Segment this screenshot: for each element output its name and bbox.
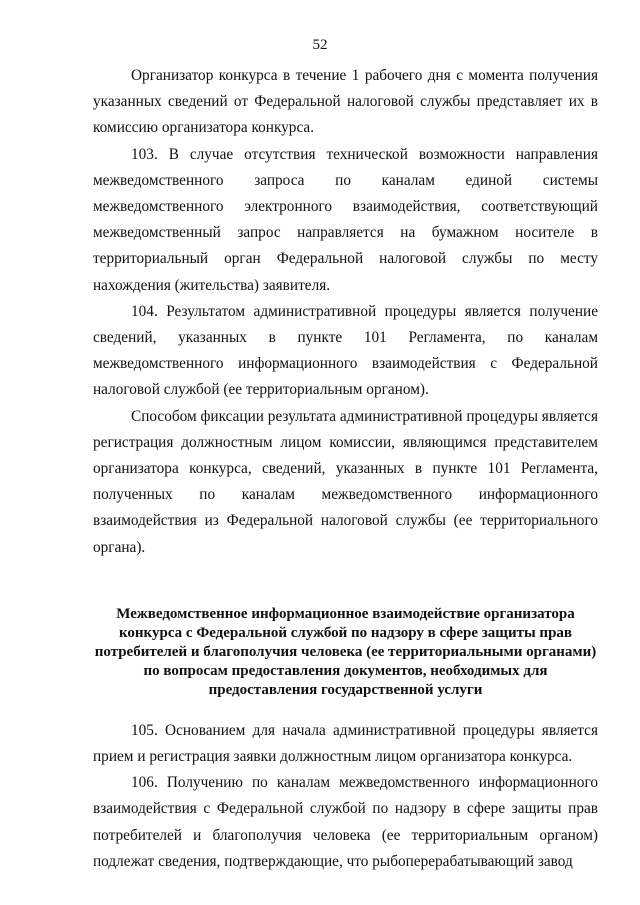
section-heading: Межведомственное информационное взаимодействие организатора конкурса с Федеральной службой по надзору в сфере защиты прав потребителей и благополучия человека (ее территориальными органами) по вопросам предоставления документов, необходимых для предоставления государственной услуги: [94, 605, 597, 698]
paragraph-105: 105. Основанием для начала административной процедуры является прием и регистрация заявки должностным лицом организатора конкурса.: [93, 721, 598, 766]
paragraph-result-fixation: Способом фиксации результата административной процедуры является регистрация должностным лицом комиссии, являющимся представителем организатора конкурса, сведений, указанных в пункте 101 Регламента, полученных по каналам межведомственного информационного взаимодействия из Федеральной налоговой службы (ее территориального органа).: [93, 407, 599, 556]
page-number: 52: [312, 37, 328, 53]
paragraph-103: 103. В случае отсутствия технической возможности направления межведомственного запроса по каналам единой системы межведомственного электронного взаимодействия, соответствующий межведомственный запрос направляется на бумажном носителе в территориальный орган Федеральной налоговой службы по месту нахождения (жительства) заявителя.: [93, 145, 598, 294]
paragraph-104: 104. Результатом административной процедуры является получение сведений, указанных в пункте 101 Регламента, по каналам межведомственного информационного взаимодействия с Федеральной налоговой службой (ее территориальным органом).: [93, 302, 598, 399]
paragraph-106: 106. Получению по каналам межведомственного информационного взаимодействия с Федеральной службой по надзору в сфере защиты прав потребителей и благополучия человека (ее территориальным органом) подлежат сведения, подтверждающие, что рыбоперерабатывающий завод: [93, 774, 598, 870]
document-body: [93, 63, 598, 875]
paragraph-organizer-submits: Организатор конкурса в течение 1 рабочего дня с момента получения указанных сведений от Федеральной налоговой службы представляет их в комиссию организатора конкурса.: [93, 67, 598, 137]
